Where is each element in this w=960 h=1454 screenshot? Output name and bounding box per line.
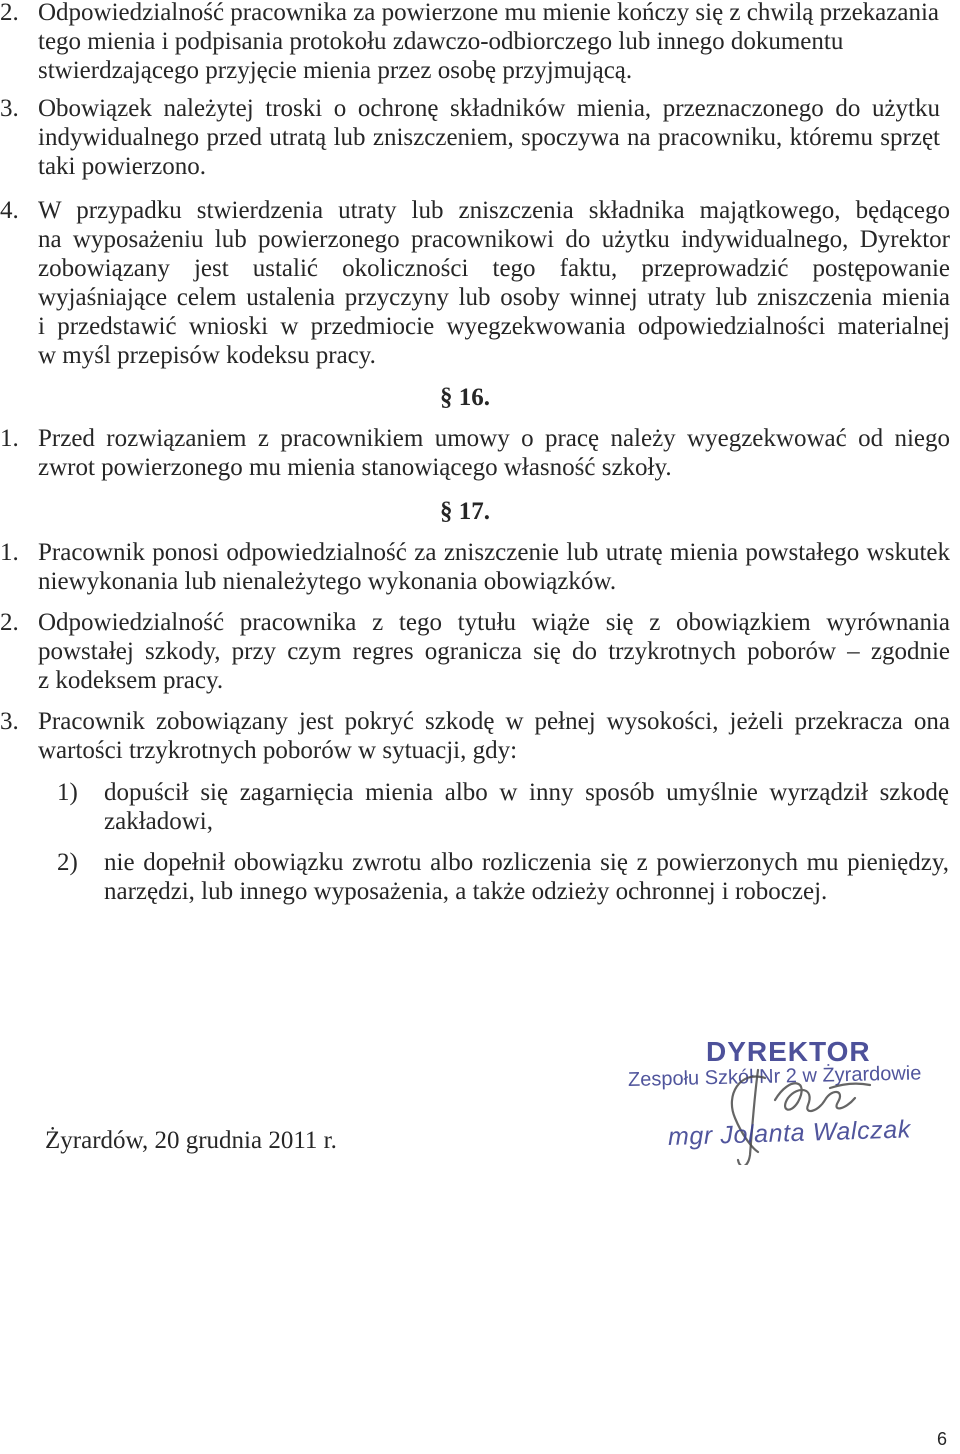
text-line: narzędzi, lub innego wyposażenia, a także odzieży ochronnej i roboczej. xyxy=(104,878,828,905)
text-line: z kodeksem pracy. xyxy=(38,667,224,694)
text-line: niewykonania lub nienależytego wykonania obowiązków. xyxy=(38,568,617,595)
paragraph-number: 4. xyxy=(0,197,19,224)
subitem-number: 2) xyxy=(57,849,78,876)
subitem-text xyxy=(104,778,949,836)
text-line: Przed rozwiązaniem z pracownikiem umowy o pracę należy wyegzekwować od niego xyxy=(38,425,950,452)
text-line: Pracownik zobowiązany jest pokryć szkodę w pełnej wysokości, jeżeli przekracza ona xyxy=(38,708,950,735)
stamp-institution: Zespołu Szkół Nr 2 w Żyrardowie xyxy=(627,1062,922,1091)
text-line: dopuścił się zagarnięcia mienia albo w inny sposób umyślnie wyrządził szkodę xyxy=(104,779,949,806)
text-line: wyjaśniające celem ustalenia przyczyny lub osoby winnej utraty lub zniszczenia mienia xyxy=(38,284,950,311)
text-line: W przypadku stwierdzenia utraty lub zniszczenia składnika majątkowego, będącego xyxy=(38,197,950,224)
paragraph-text xyxy=(38,538,950,596)
paragraph-text xyxy=(38,707,950,765)
stamp-name: mgr Jolanta Walczak xyxy=(667,1115,912,1151)
text-line: indywidualnego przed utratą lub zniszczeniem, spoczywa na pracowniku, któremu sprzęt xyxy=(38,124,940,151)
stamp-title: DYREKTOR xyxy=(706,1036,871,1067)
text-line: wartości trzykrotnych poborów w sytuacji, gdy: xyxy=(38,737,518,764)
text-line: tego mienia i podpisania protokołu zdawczo-odbiorczego lub innego dokumentu xyxy=(38,28,844,55)
page-number: 6 xyxy=(937,1429,948,1449)
paragraph-text xyxy=(38,424,950,482)
text-line: zakładowi, xyxy=(104,808,213,835)
text-line: Odpowiedzialność pracownika z tego tytułu wiąże się z obowiązkiem wyrównania xyxy=(38,609,950,636)
paragraph-number: 2. xyxy=(0,0,19,26)
text-line: Pracownik ponosi odpowiedzialność za zniszczenie lub utratę mienia powstałego wskutek xyxy=(38,539,950,566)
paragraph-text xyxy=(38,0,950,85)
text-line: zobowiązany jest ustalić okoliczności tego faktu, przeprowadzić postępowanie xyxy=(38,255,950,282)
paragraph-number: 1. xyxy=(0,425,19,452)
text-line: nie dopełnił obowiązku zwrotu albo rozliczenia się z powierzonych mu pieniędzy, xyxy=(104,849,949,876)
text-line: stwierdzającego przyjęcie mienia przez osobę przyjmującą. xyxy=(38,57,633,84)
paragraph-number: 2. xyxy=(0,609,19,636)
text-line: na wyposażeniu lub powierzonego pracownikowi do użytku indywidualnego, Dyrektor xyxy=(38,226,950,253)
text-line: Odpowiedzialność pracownika za powierzone mu mienie kończy się z chwilą przekazania xyxy=(38,0,940,26)
paragraph-text xyxy=(38,608,950,695)
text-line: powstałej szkody, przy czym regres ogranicza się do trzykrotnych poborów – zgodnie xyxy=(38,638,950,665)
text-line: i przedstawić wnioski w przedmiocie wyegzekwowania odpowiedzialności materialnej xyxy=(38,313,950,340)
text-line: taki powierzono. xyxy=(38,153,207,180)
place-and-date: Żyrardów, 20 grudnia 2011 r. xyxy=(45,1127,337,1154)
subitem-number: 1) xyxy=(57,779,78,806)
paragraph-number: 3. xyxy=(0,95,19,122)
subitem-text xyxy=(104,848,949,906)
text-line: w myśl przepisów kodeksu pracy. xyxy=(38,342,376,369)
paragraph-text xyxy=(38,196,950,370)
text-line: Obowiązek należytej troski o ochronę składników mienia, przeznaczonego do użytku xyxy=(38,95,940,122)
section-heading-17: § 17. xyxy=(440,498,490,525)
paragraph-number: 3. xyxy=(0,708,19,735)
paragraph-text xyxy=(38,94,940,181)
paragraph-number: 1. xyxy=(0,539,19,566)
section-heading-16: § 16. xyxy=(440,384,490,411)
text-line: zwrot powierzonego mu mienia stanowiącego własność szkoły. xyxy=(38,454,672,481)
